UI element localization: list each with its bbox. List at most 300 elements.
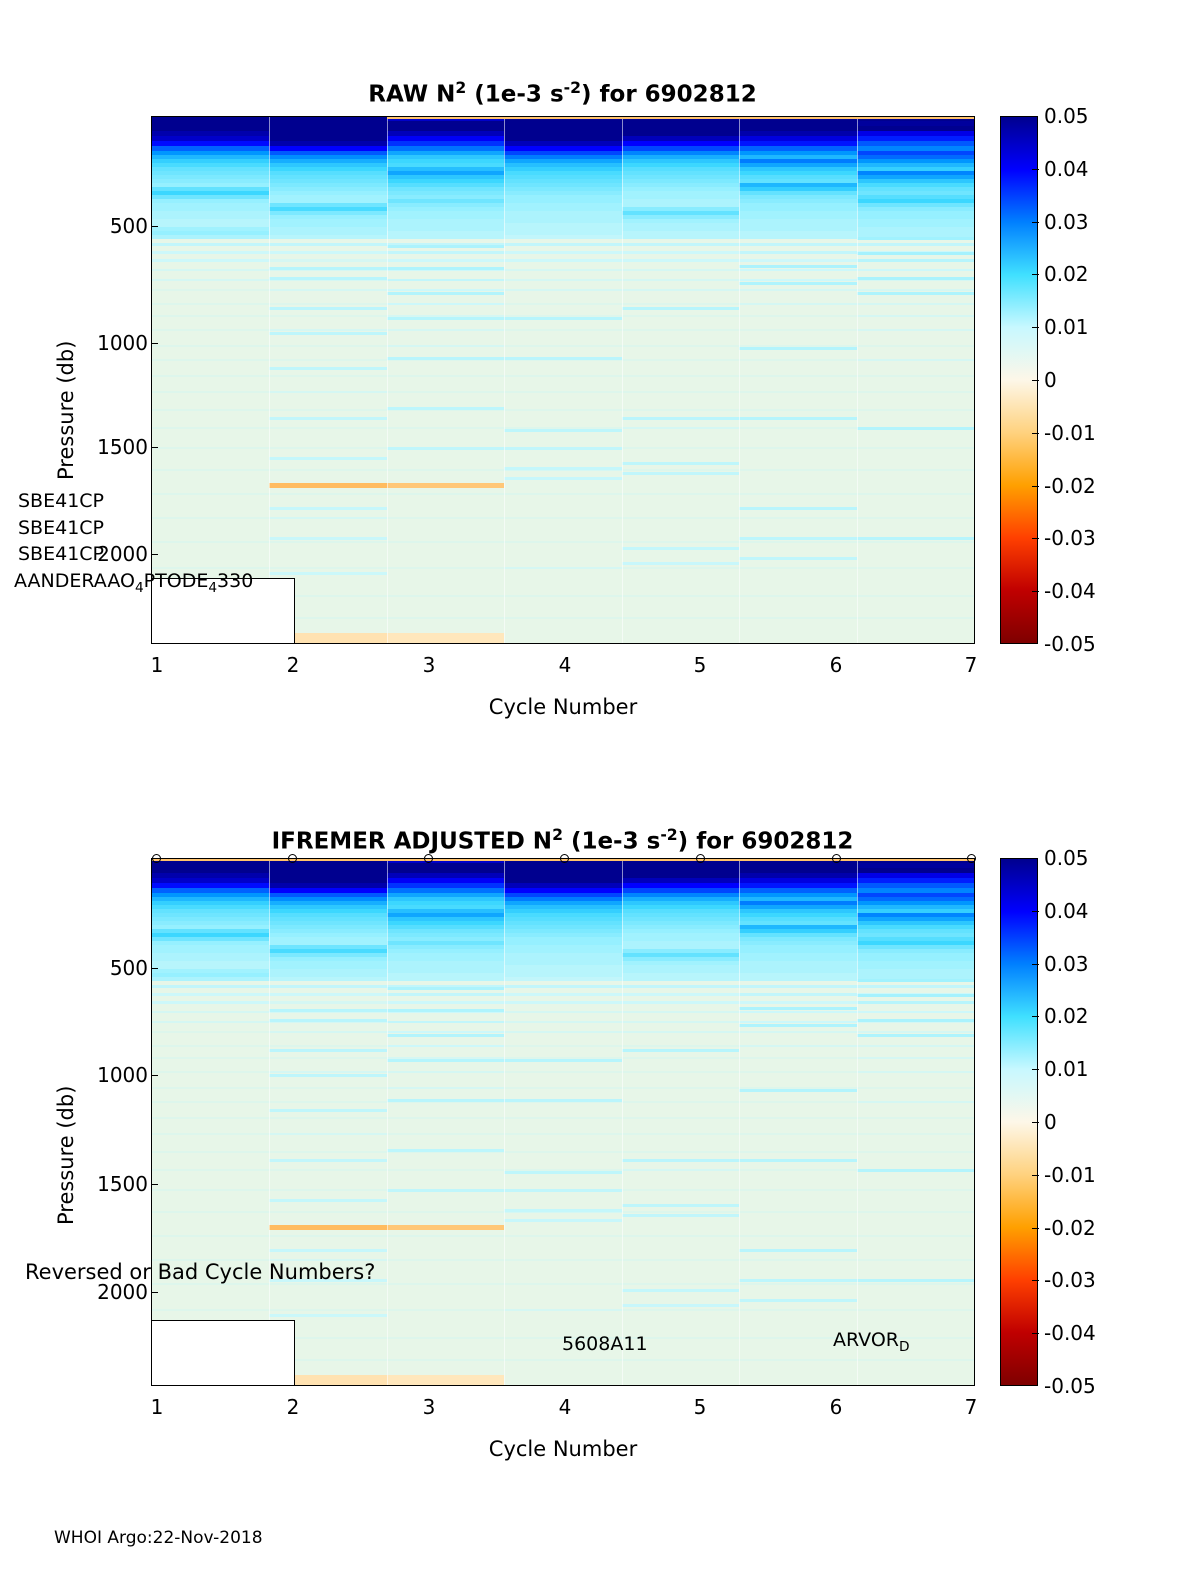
heatmap-feature-streak — [269, 1049, 386, 1052]
cycle-marker-3 — [424, 854, 433, 863]
heatmap-cell — [269, 567, 386, 569]
annotation-float-type — [833, 1329, 910, 1355]
heatmap-cell — [152, 243, 269, 246]
heatmap-feature-streak — [269, 1074, 386, 1077]
heatmap-cell — [269, 409, 386, 411]
panel-adj-title-post: ) for 6902812 — [677, 828, 854, 855]
panel-raw-title-sup2: -2 — [563, 78, 581, 97]
heatmap-cell — [387, 1045, 504, 1047]
heatmap-cell — [269, 303, 386, 305]
heatmap-cell — [269, 1309, 386, 1311]
colorbar-tickmark — [1032, 274, 1039, 275]
heatmap-band — [152, 1001, 974, 1004]
heatmap-cell — [857, 1151, 974, 1153]
heatmap-cell — [269, 1057, 386, 1059]
heatmap-cell — [857, 391, 974, 393]
colorbar-tickmark — [1032, 911, 1039, 912]
heatmap-feature-streak — [387, 407, 504, 410]
heatmap-cell — [504, 1021, 621, 1023]
heatmap-cell — [387, 289, 504, 291]
heatmap-cell — [387, 1337, 504, 1339]
heatmap-feature-streak — [622, 1204, 739, 1207]
heatmap-cell — [622, 1259, 739, 1261]
heatmap-raw-canvas — [152, 117, 974, 643]
heatmap-cell — [504, 517, 621, 519]
annotation-reversed-cycles: Reversed or Bad Cycle Numbers? — [25, 1260, 376, 1284]
heatmap-band — [152, 517, 974, 519]
heatmap-cell — [622, 375, 739, 377]
heatmap-cell — [504, 1133, 621, 1135]
heatmap-cell — [622, 251, 739, 254]
heatmap-cell — [269, 329, 386, 331]
heatmap-cell — [857, 375, 974, 377]
heatmap-band — [152, 1133, 974, 1135]
panel-raw-title-mid: (1e-3 s — [466, 81, 564, 108]
heatmap-cell — [387, 1087, 504, 1089]
heatmap-cell — [622, 567, 739, 569]
heatmap-cell — [622, 993, 739, 996]
heatmap-cell — [387, 1235, 504, 1237]
heatmap-cell — [622, 409, 739, 411]
heatmap-cell — [269, 447, 386, 449]
heatmap-cell — [152, 517, 269, 519]
heatmap-feature-streak — [387, 1225, 504, 1230]
heatmap-cell — [857, 1133, 974, 1135]
heatmap-cell — [504, 1283, 621, 1285]
colorbar-tickmark — [1032, 380, 1039, 381]
y-tick-2000-raw: 2000 — [97, 542, 148, 566]
colorbar-label-0: 0 — [1044, 1110, 1057, 1134]
heatmap-cell — [387, 1071, 504, 1073]
x-axis-ticks-raw — [0, 653, 1200, 679]
heatmap-band — [152, 243, 974, 246]
panel-raw-title-post: ) for 6902812 — [581, 81, 757, 108]
heatmap-cell — [504, 1235, 621, 1237]
heatmap-cell — [857, 1031, 974, 1033]
heatmap-raw — [151, 116, 975, 644]
heatmap-cell — [152, 375, 269, 377]
heatmap-cell — [622, 1169, 739, 1171]
heatmap-cell — [387, 493, 504, 495]
heatmap-feature-streak — [269, 1199, 386, 1202]
heatmap-cell — [857, 1359, 974, 1361]
heatmap-cell — [152, 1071, 269, 1073]
x-tick-7-adjusted: 7 — [964, 1395, 978, 1419]
heatmap-cell — [504, 345, 621, 347]
heatmap-cell — [152, 1169, 269, 1171]
colorbar-tickmark — [1032, 1069, 1039, 1070]
x-tick-1-raw: 1 — [150, 653, 164, 677]
heatmap-cell — [622, 1189, 739, 1191]
heatmap-cell — [504, 1001, 621, 1004]
heatmap-cell — [152, 279, 269, 281]
heatmap-cell — [739, 985, 856, 988]
heatmap-cell — [622, 1151, 739, 1153]
heatmap-cell — [622, 1283, 739, 1285]
heatmap-feature-streak — [269, 417, 386, 420]
x-axis-ticks-adjusted — [0, 1395, 1200, 1421]
heatmap-cell — [739, 493, 856, 495]
heatmap-cell — [269, 1071, 386, 1073]
heatmap-feature-streak — [739, 1299, 856, 1302]
heatmap-cell — [622, 595, 739, 597]
heatmap-band — [152, 1071, 974, 1073]
legend-box-adjusted — [151, 1320, 295, 1386]
heatmap-cell — [269, 1101, 386, 1103]
heatmap-feature-streak — [387, 483, 504, 488]
annotation-model: 5608A11 — [562, 1333, 648, 1355]
colorbar-tickmark — [1032, 222, 1039, 223]
heatmap-adjusted — [151, 858, 975, 1386]
heatmap-feature-streak — [504, 1171, 621, 1174]
heatmap-feature-streak — [387, 1009, 504, 1012]
heatmap-feature-streak — [504, 1189, 621, 1192]
heatmap-cell — [387, 1283, 504, 1285]
heatmap-feature-streak — [622, 462, 739, 465]
heatmap-cell — [152, 251, 269, 254]
annotation-float-type-sub: D — [898, 1338, 910, 1355]
heatmap-cell — [857, 329, 974, 331]
heatmap-cell — [269, 235, 386, 239]
heatmap-feature-streak — [622, 1289, 739, 1292]
heatmap-cell — [152, 567, 269, 569]
heatmap-cell — [152, 391, 269, 393]
heatmap-cell — [739, 1151, 856, 1153]
heatmap-cell — [269, 1189, 386, 1191]
heatmap-cell — [269, 1211, 386, 1213]
heatmap-cell — [739, 303, 856, 305]
heatmap-feature-streak — [269, 267, 386, 270]
heatmap-feature-streak — [269, 277, 386, 280]
heatmap-cell — [857, 315, 974, 317]
colorbar-label-0_04: 0.04 — [1044, 156, 1089, 181]
x-tick-2-raw: 2 — [286, 653, 300, 677]
heatmap-cell — [269, 251, 386, 254]
annotation-optode-num: 330 — [217, 570, 254, 592]
heatmap-cell — [622, 1101, 739, 1103]
heatmap-cell — [622, 1057, 739, 1059]
heatmap-cell — [622, 1087, 739, 1089]
heatmap-cell — [857, 567, 974, 569]
heatmap-cell — [622, 469, 739, 471]
heatmap-cell — [504, 1087, 621, 1089]
heatmap-cell — [269, 359, 386, 361]
heatmap-cell — [739, 567, 856, 569]
heatmap-cell — [739, 279, 856, 281]
heatmap-cell — [857, 259, 974, 262]
heatmap-cell — [622, 345, 739, 347]
heatmap-feature-streak — [504, 1219, 621, 1222]
heatmap-cell — [269, 1117, 386, 1119]
heatmap-feature-streak — [269, 1314, 386, 1317]
x-tick-1-adjusted: 1 — [150, 1395, 164, 1419]
heatmap-cell — [857, 1101, 974, 1103]
heatmap-feature-streak — [622, 417, 739, 420]
heatmap-cell — [739, 595, 856, 597]
heatmap-cell — [504, 1117, 621, 1119]
heatmap-band — [152, 1309, 974, 1311]
colorbar-label-neg0_02: -0.02 — [1044, 473, 1096, 498]
heatmap-feature-streak — [739, 1159, 856, 1162]
heatmap-cell — [739, 1057, 856, 1059]
heatmap-cell — [269, 375, 386, 377]
heatmap-cell — [152, 977, 269, 981]
heatmap-cell — [152, 359, 269, 361]
heatmap-cell — [739, 235, 856, 239]
heatmap-cell — [622, 1235, 739, 1237]
y-tickmark-adj-1 — [151, 968, 158, 969]
colorbar-label-neg0_01: -0.01 — [1044, 1162, 1096, 1187]
heatmap-feature-streak — [857, 292, 974, 295]
x-tick-4-adjusted: 4 — [558, 1395, 572, 1419]
heatmap-feature-streak — [387, 292, 504, 295]
heatmap-feature-streak — [504, 477, 621, 480]
heatmap-cell — [739, 329, 856, 331]
heatmap-cell — [857, 469, 974, 471]
y-tickmark-adj-3 — [151, 1184, 158, 1185]
heatmap-cell — [269, 315, 386, 317]
heatmap-cell — [152, 1309, 269, 1311]
footer-credit: WHOI Argo:22-Nov-2018 — [54, 1528, 263, 1548]
heatmap-cell — [387, 235, 504, 239]
heatmap-cell — [857, 447, 974, 449]
heatmap-cell — [152, 1235, 269, 1237]
annotation-sensor-1-raw: SBE41CP — [18, 490, 105, 512]
y-tickmark-raw-1 — [151, 226, 158, 227]
heatmap-feature-streak — [269, 332, 386, 335]
heatmap-cell — [504, 1259, 621, 1261]
heatmap-feature-streak — [387, 245, 504, 248]
heatmap-cell — [857, 985, 974, 988]
heatmap-cell — [269, 985, 386, 988]
heatmap-feature-streak — [857, 1169, 974, 1172]
heatmap-feature-streak — [622, 1214, 739, 1217]
heatmap-cell — [739, 517, 856, 519]
annotation-sensor-2-raw: SBE41CP — [18, 517, 105, 539]
heatmap-cell — [739, 1235, 856, 1237]
heatmap-cell — [739, 1169, 856, 1171]
heatmap-feature-streak — [387, 1189, 504, 1192]
colorbar-label-0_05: 0.05 — [1044, 104, 1089, 128]
heatmap-cell — [152, 1087, 269, 1089]
heatmap-cell — [152, 303, 269, 305]
heatmap-feature-streak — [269, 1249, 386, 1252]
heatmap-column-seam — [857, 117, 858, 643]
heatmap-cell — [269, 493, 386, 495]
heatmap-cell — [152, 1045, 269, 1047]
heatmap-cell — [269, 1151, 386, 1153]
heatmap-cell — [387, 1169, 504, 1171]
panel-adjusted — [0, 760, 1200, 1520]
heatmap-cell — [622, 1133, 739, 1135]
panel-raw — [0, 0, 1200, 760]
heatmap-feature-streak — [269, 507, 386, 510]
colorbar-label-neg0_04: -0.04 — [1044, 579, 1096, 604]
panel-adjusted-title — [150, 825, 975, 855]
heatmap-cell — [739, 409, 856, 411]
heatmap-cell — [269, 993, 386, 996]
heatmap-cell — [152, 409, 269, 411]
heatmap-cell — [739, 1101, 856, 1103]
heatmap-cell — [152, 1021, 269, 1023]
heatmap-feature-streak — [857, 427, 974, 430]
cycle-marker-4 — [560, 854, 569, 863]
heatmap-cell — [857, 1211, 974, 1213]
heatmap-cell — [857, 345, 974, 347]
heatmap-band — [152, 329, 974, 331]
heatmap-cell — [857, 1011, 974, 1013]
heatmap-cell — [152, 259, 269, 262]
heatmap-cell — [504, 329, 621, 331]
heatmap-cell — [387, 567, 504, 569]
heatmap-cell — [857, 243, 974, 246]
heatmap-feature-streak — [857, 537, 974, 540]
heatmap-cell — [504, 595, 621, 597]
panel-adj-title-pre: IFREMER ADJUSTED N — [271, 828, 553, 855]
heatmap-feature-streak — [857, 994, 974, 997]
heatmap-cell — [152, 289, 269, 291]
heatmap-cell — [152, 345, 269, 347]
heatmap-cell — [857, 269, 974, 271]
heatmap-cell — [387, 469, 504, 471]
heatmap-cell — [622, 493, 739, 495]
heatmap-feature-streak — [269, 367, 386, 370]
heatmap-column-seam — [504, 859, 505, 1385]
y-tickmark-raw-3 — [151, 447, 158, 448]
heatmap-feature-streak — [269, 307, 386, 310]
heatmap-cell — [504, 993, 621, 996]
heatmap-column-seam — [387, 859, 388, 1385]
heatmap-cell — [622, 391, 739, 393]
heatmap-feature-streak — [622, 547, 739, 550]
heatmap-cell — [504, 235, 621, 239]
colorbar-tickmark — [1032, 486, 1039, 487]
heatmap-cell — [504, 409, 621, 411]
heatmap-cell — [387, 345, 504, 347]
heatmap-cell — [152, 493, 269, 495]
cycle-marker-1 — [152, 854, 161, 863]
heatmap-band — [152, 567, 974, 569]
x-axis-label-adjusted: Cycle Number — [488, 1437, 638, 1461]
heatmap-feature-streak — [739, 1279, 856, 1282]
heatmap-feature-streak — [739, 557, 856, 560]
heatmap-cell — [504, 617, 621, 619]
heatmap-cell — [387, 1117, 504, 1119]
heatmap-band — [152, 1151, 974, 1153]
colorbar-label-neg0_05: -0.05 — [1044, 632, 1096, 656]
heatmap-feature-streak — [504, 447, 621, 450]
heatmap-cell — [504, 1359, 621, 1361]
heatmap-cell — [857, 409, 974, 411]
heatmap-feature-streak — [504, 357, 621, 360]
heatmap-cell — [739, 391, 856, 393]
colorbar-label-0_01: 0.01 — [1044, 1057, 1089, 1082]
heatmap-feature-streak — [387, 1034, 504, 1037]
heatmap-band — [152, 1045, 974, 1047]
heatmap-cell — [739, 427, 856, 429]
colorbar-label-0: 0 — [1044, 368, 1057, 392]
heatmap-cell — [857, 541, 974, 543]
heatmap-band — [152, 1235, 974, 1237]
heatmap-feature-streak — [739, 1089, 856, 1092]
heatmap-cell — [387, 329, 504, 331]
heatmap-cell — [622, 517, 739, 519]
heatmap-band — [152, 541, 974, 543]
y-tick-1000-adjusted: 1000 — [97, 1063, 148, 1087]
heatmap-cell — [504, 1031, 621, 1033]
heatmap-cell — [504, 493, 621, 495]
heatmap-feature-streak — [622, 1049, 739, 1052]
heatmap-cell — [152, 1189, 269, 1191]
cycle-marker-5 — [696, 854, 705, 863]
heatmap-cell — [622, 243, 739, 246]
heatmap-cell — [739, 259, 856, 262]
heatmap-cell — [504, 541, 621, 543]
heatmap-cell — [739, 1001, 856, 1004]
y-tick-1000-raw: 1000 — [97, 331, 148, 355]
x-tick-2-adjusted: 2 — [286, 1395, 300, 1419]
heatmap-cell — [622, 977, 739, 981]
heatmap-cell — [152, 447, 269, 449]
heatmap-feature-streak — [504, 1099, 621, 1102]
colorbar-tickmark — [1032, 1122, 1039, 1123]
heatmap-adjusted-canvas — [152, 859, 974, 1385]
heatmap-cell — [739, 447, 856, 449]
heatmap-cell — [622, 315, 739, 317]
heatmap-cell — [739, 1117, 856, 1119]
heatmap-feature-streak — [739, 537, 856, 540]
heatmap-feature-streak — [269, 483, 386, 488]
annotation-sensor-3-raw: SBE41CP — [18, 543, 105, 565]
heatmap-feature-streak — [269, 1225, 386, 1230]
annotation-float-type-main: ARVOR — [833, 1329, 899, 1351]
panel-raw-title-pre: RAW N — [368, 81, 456, 108]
heatmap-feature-streak — [269, 1109, 386, 1112]
x-tick-3-raw: 3 — [422, 653, 436, 677]
heatmap-cell — [269, 517, 386, 519]
heatmap-cell — [504, 303, 621, 305]
x-tick-6-raw: 6 — [829, 653, 843, 677]
heatmap-feature-streak — [622, 1159, 739, 1162]
heatmap-cell — [269, 1087, 386, 1089]
heatmap-cell — [504, 289, 621, 291]
y-tick-1500-raw: 1500 — [97, 435, 148, 459]
heatmap-column-seam — [622, 859, 623, 1385]
heatmap-cell — [739, 289, 856, 291]
heatmap-column-seam — [739, 117, 740, 643]
heatmap-cell — [622, 1021, 739, 1023]
y-axis-label-adjusted: Pressure (db) — [54, 1085, 78, 1225]
heatmap-cell — [739, 469, 856, 471]
heatmap-cell — [387, 993, 504, 996]
colorbar-label-neg0_01: -0.01 — [1044, 420, 1096, 445]
heatmap-cell — [622, 1001, 739, 1004]
heatmap-cell — [504, 1309, 621, 1311]
heatmap-feature-streak — [387, 987, 504, 990]
annotation-optode-ptode: PTODE — [143, 570, 209, 592]
heatmap-cell — [152, 1031, 269, 1033]
heatmap-cell — [739, 1071, 856, 1073]
heatmap-cell — [504, 251, 621, 254]
heatmap-cell — [269, 345, 386, 347]
heatmap-cell — [857, 1071, 974, 1073]
heatmap-cell — [622, 1211, 739, 1213]
heatmap-cell — [152, 1151, 269, 1153]
heatmap-cell — [504, 977, 621, 981]
heatmap-cell — [269, 469, 386, 471]
heatmap-cell — [504, 985, 621, 988]
heatmap-cell — [739, 375, 856, 377]
